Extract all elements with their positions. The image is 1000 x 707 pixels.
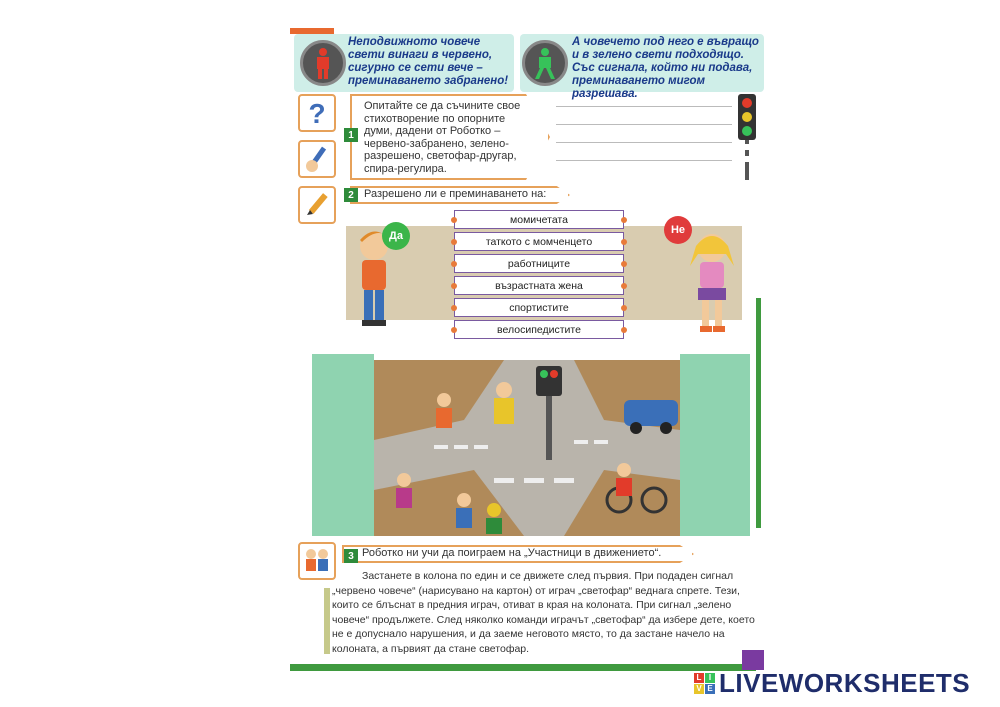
- green-panel-left: [312, 354, 374, 536]
- bottom-green-line: [290, 664, 756, 671]
- no-sign: Не: [664, 216, 692, 244]
- logo-letter: E: [705, 684, 715, 694]
- option-item[interactable]: велосипедистите: [454, 320, 624, 339]
- option-item[interactable]: спортистите: [454, 298, 624, 317]
- answer-line[interactable]: [556, 124, 732, 125]
- task3-text: Роботко ни учи да поиграем на „Участници в движението“.: [362, 547, 662, 559]
- paragraph-bar: [324, 588, 330, 654]
- crossroad-illustration: [374, 360, 680, 536]
- task2-text: Разрешено ли е преминаването на:: [364, 188, 547, 200]
- instructions-paragraph: Застанете в колона по един и се движете след първия. При подаден сигнал „червено човече“ (нарисувано на картон) от играч „светофар“ веднага спрете. Тези, които се блъснат в предния играч, отиват в края на колоната. При сигнал „зелено човече“ продължете. След няколко команди играчът „светофар“ да избере дете, което не е допуснало нарушения, и да заеме неговото място, то да застане начело на колоната, а първият да стане светофар.: [332, 570, 755, 655]
- task1-text: Опитайте се да съчините свое стихотворение по опорните думи, дадени от Роботко – червено-забранено, зелено- разрешено, светофар-другар, спира-регулира.: [364, 100, 521, 175]
- option-item[interactable]: таткото с момченцето: [454, 232, 624, 251]
- worksheet-page: [290, 28, 764, 678]
- red-man-icon: [300, 40, 346, 86]
- girl-illustration: [680, 226, 750, 343]
- green-man-icon: [522, 40, 568, 86]
- liveworksheets-logo: [694, 668, 970, 699]
- answer-line[interactable]: [556, 106, 732, 107]
- task2-number: 2: [344, 188, 358, 202]
- writing-hand-icon: [298, 140, 336, 178]
- banner-right-text: А човечето под него е въвращо и в зелено свети подходящо. Със сигнала, който ни подава, преминаването мигом разрешава.: [572, 36, 759, 100]
- right-green-bar: [756, 298, 761, 528]
- banner-left-text: Неподвижното човече свети винаги в червено, сигурно се сети вече – преминаването забранено!: [348, 36, 509, 87]
- answer-line[interactable]: [556, 160, 732, 161]
- answer-line[interactable]: [556, 142, 732, 143]
- task1-number: 1: [344, 128, 358, 142]
- logo-letter: V: [694, 684, 704, 694]
- svg-text:?: ?: [308, 98, 326, 128]
- page-corner: [742, 650, 764, 670]
- traffic-light-icon: [734, 94, 760, 189]
- logo-letter: I: [705, 673, 715, 683]
- question-icon: [298, 94, 336, 132]
- pencil-icon: [298, 186, 336, 224]
- option-item[interactable]: работниците: [454, 254, 624, 273]
- brand-logo-icon: [694, 673, 715, 694]
- option-item[interactable]: момичетата: [454, 210, 624, 229]
- option-item[interactable]: възрастната жена: [454, 276, 624, 295]
- yes-sign: Да: [382, 222, 410, 250]
- children-icon: [298, 542, 336, 580]
- logo-letter: L: [694, 673, 704, 683]
- green-panel-right: [680, 354, 750, 536]
- brand-name: LIVEWORKSHEETS: [719, 668, 971, 698]
- task3-number: 3: [344, 549, 358, 563]
